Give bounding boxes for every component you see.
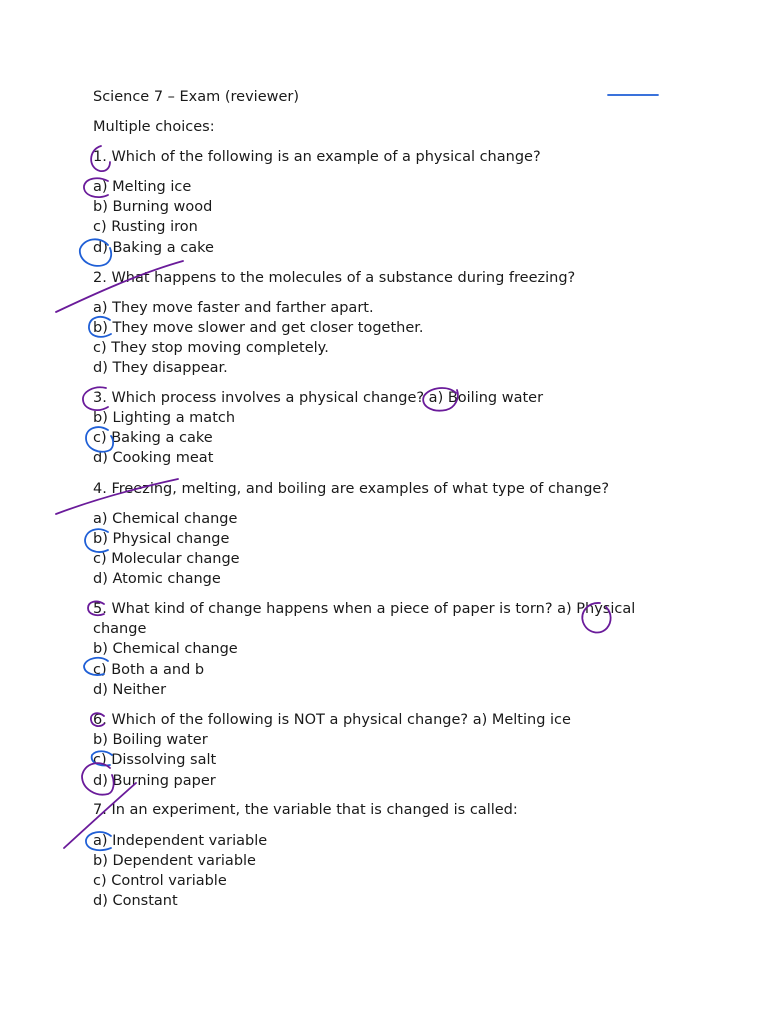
q6-option-d: d) Burning paper bbox=[93, 773, 216, 789]
question-7: 7. In an experiment, the variable that is changed is called: bbox=[93, 802, 518, 818]
q4-option-d: d) Atomic change bbox=[93, 571, 221, 587]
question-6: 6. Which of the following is NOT a physical change? a) Melting ice bbox=[93, 712, 571, 728]
q4-option-a: a) Chemical change bbox=[93, 511, 238, 527]
q5-option-b: b) Chemical change bbox=[93, 641, 238, 657]
q4-option-b: b) Physical change bbox=[93, 531, 230, 547]
question-5-continued: change bbox=[93, 621, 147, 637]
q4-option-c: c) Molecular change bbox=[93, 551, 240, 567]
section-heading: Multiple choices: bbox=[93, 119, 215, 135]
q6-option-b: b) Boiling water bbox=[93, 732, 208, 748]
question-1: 1. Which of the following is an example of a physical change? bbox=[93, 149, 541, 165]
q7-option-d: d) Constant bbox=[93, 893, 178, 909]
q2-option-d: d) They disappear. bbox=[93, 360, 228, 376]
q1-option-a: a) Melting ice bbox=[93, 179, 192, 195]
q3-option-d: d) Cooking meat bbox=[93, 450, 214, 466]
q1-option-c: c) Rusting iron bbox=[93, 219, 198, 235]
exam-title: Science 7 – Exam (reviewer) bbox=[93, 89, 300, 105]
q2-option-a: a) They move faster and farther apart. bbox=[93, 300, 374, 316]
q7-option-a: a) Independent variable bbox=[93, 833, 268, 849]
question-4: 4. Freezing, melting, and boiling are examples of what type of change? bbox=[93, 481, 610, 497]
q3-option-b: b) Lighting a match bbox=[93, 410, 236, 426]
q5-option-d: d) Neither bbox=[93, 682, 167, 698]
question-5: 5. What kind of change happens when a piece of paper is torn? a) Physical bbox=[93, 601, 636, 617]
q7-option-b: b) Dependent variable bbox=[93, 853, 256, 869]
q7-option-c: c) Control variable bbox=[93, 873, 227, 889]
q3-option-c: c) Baking a cake bbox=[93, 430, 213, 446]
q2-option-c: c) They stop moving completely. bbox=[93, 340, 329, 356]
question-2: 2. What happens to the molecules of a substance during freezing? bbox=[93, 270, 576, 286]
question-3: 3. Which process involves a physical change? a) Boiling water bbox=[93, 390, 544, 406]
q6-option-c: c) Dissolving salt bbox=[93, 752, 217, 768]
q5-option-c: c) Both a and b bbox=[93, 662, 205, 678]
q2-option-b: b) They move slower and get closer together. bbox=[93, 320, 424, 336]
q1-option-b: b) Burning wood bbox=[93, 199, 213, 215]
q1-option-d: d) Baking a cake bbox=[93, 240, 214, 256]
